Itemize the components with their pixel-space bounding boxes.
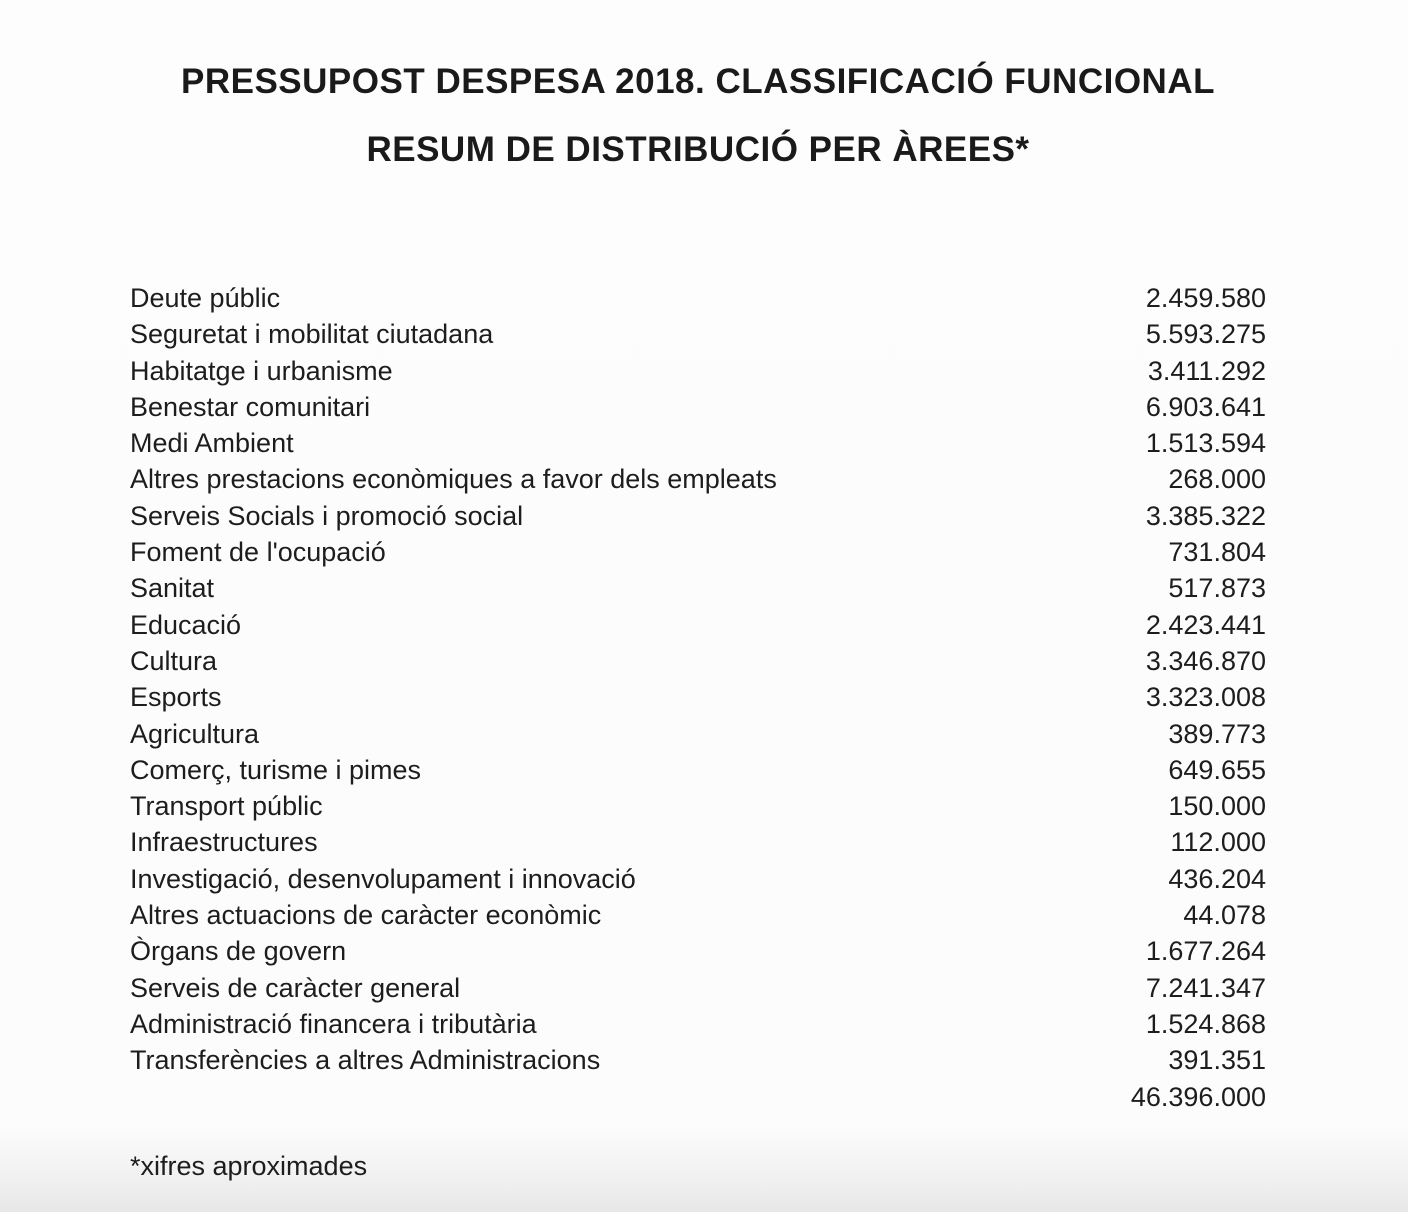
row-value: 2.423.441	[1145, 609, 1266, 640]
row-label: Sanitat	[130, 573, 215, 604]
footnote: *xifres aproximades	[130, 1151, 368, 1181]
row-value: 7.241.347	[1145, 972, 1266, 1003]
row-value: 6.903.641	[1145, 391, 1266, 422]
row-label: Habitatge i urbanisme	[130, 355, 393, 386]
table-row	[130, 897, 1266, 933]
row-value: 3.346.870	[1145, 645, 1266, 676]
table-row	[130, 970, 1266, 1006]
table-row	[130, 788, 1266, 824]
table-row	[130, 461, 1266, 497]
row-label: Òrgans de govern	[130, 936, 347, 967]
budget-table-body	[130, 280, 1266, 1079]
row-label: Serveis de caràcter general	[130, 972, 461, 1003]
row-label: Altres prestacions econòmiques a favor dels empleats	[130, 464, 777, 495]
row-label: Administració financera i tributària	[130, 1008, 537, 1039]
row-label: Medi Ambient	[130, 428, 294, 459]
row-value: 517.873	[1168, 573, 1266, 604]
row-label: Transferències a altres Administracions	[130, 1045, 601, 1076]
row-label: Benestar comunitari	[130, 391, 371, 422]
table-row	[130, 1006, 1266, 1042]
table-row	[130, 353, 1266, 389]
row-value: 1.513.594	[1145, 428, 1266, 459]
row-label: Altres actuacions de caràcter econòmic	[130, 900, 602, 931]
row-value: 268.000	[1168, 464, 1266, 495]
row-value: 2.459.580	[1145, 283, 1266, 313]
row-label: Esports	[130, 682, 222, 713]
table-row	[130, 1042, 1266, 1078]
budget-table	[130, 280, 1266, 1115]
row-label: Agricultura	[130, 718, 260, 749]
row-label: Cultura	[130, 645, 218, 676]
row-label: Comerç, turisme i pimes	[130, 754, 422, 785]
row-value: 436.204	[1168, 863, 1266, 894]
document-title: PRESSUPOST DESPESA 2018. CLASSIFICACIÓ FUNCIONAL	[181, 62, 1215, 101]
row-value: 3.385.322	[1145, 500, 1266, 531]
row-label: Infraestructures	[130, 827, 318, 858]
table-row	[130, 716, 1266, 752]
total-row	[130, 1079, 1266, 1115]
row-value: 150.000	[1168, 791, 1266, 822]
row-label: Transport públic	[130, 791, 323, 822]
row-value: 3.323.008	[1145, 682, 1266, 713]
row-label: Investigació, desenvolupament i innovació	[130, 863, 636, 894]
table-row	[130, 534, 1266, 570]
row-label: Serveis Socials i promoció social	[130, 500, 524, 531]
row-value: 1.677.264	[1145, 936, 1266, 967]
table-row	[130, 425, 1266, 461]
document-subtitle: RESUM DE DISTRIBUCIÓ PER ÀREES*	[366, 130, 1030, 169]
row-label: Deute públic	[130, 283, 281, 313]
row-label: Seguretat i mobilitat ciutadana	[130, 319, 494, 350]
row-value: 112.000	[1170, 827, 1266, 858]
row-label: Educació	[130, 609, 242, 640]
row-label: Foment de l'ocupació	[130, 537, 386, 568]
table-row	[130, 280, 1266, 316]
table-row	[130, 389, 1266, 425]
table-row	[130, 570, 1266, 606]
row-value: 649.655	[1168, 754, 1266, 785]
table-row	[130, 861, 1266, 897]
table-row	[130, 933, 1266, 969]
row-value: 44.078	[1183, 900, 1266, 931]
table-row	[130, 498, 1266, 534]
row-value: 5.593.275	[1145, 319, 1266, 350]
row-value: 391.351	[1168, 1045, 1266, 1076]
row-value: 389.773	[1168, 718, 1266, 749]
table-row	[130, 607, 1266, 643]
table-row	[130, 824, 1266, 860]
row-value: 731.804	[1168, 537, 1266, 568]
table-row	[130, 752, 1266, 788]
row-value: 3.411.292	[1147, 355, 1266, 386]
table-row	[130, 316, 1266, 352]
total-value: 46.396.000	[1130, 1081, 1266, 1112]
table-row	[130, 679, 1266, 715]
row-value: 1.524.868	[1145, 1008, 1266, 1039]
table-row	[130, 643, 1266, 679]
